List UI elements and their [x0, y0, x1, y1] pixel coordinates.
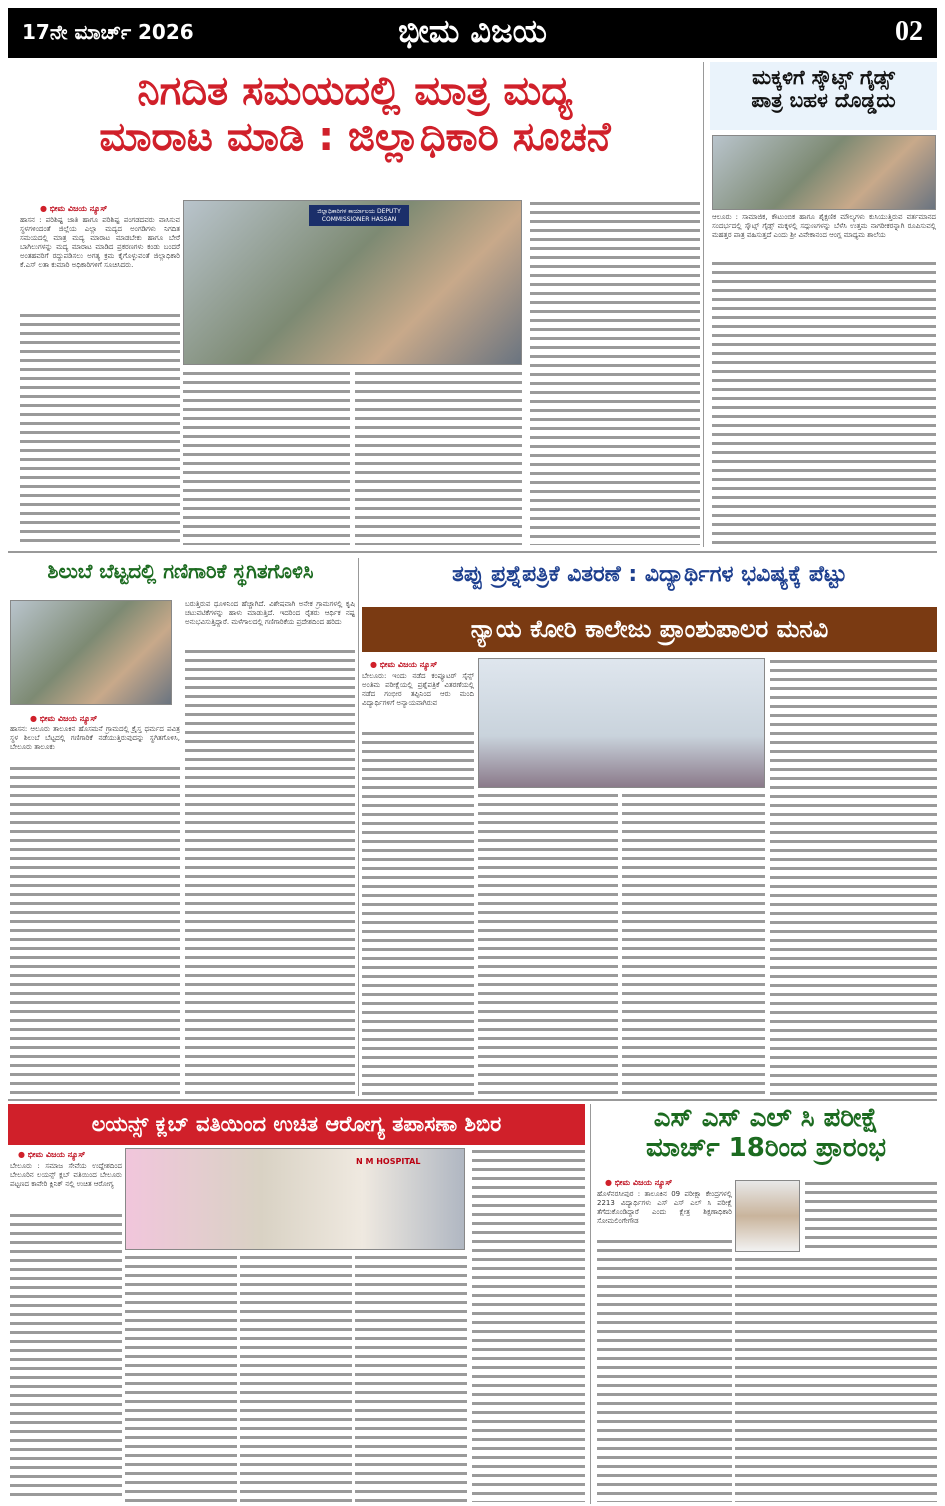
- sidebar-headline-line1: ಮಕ್ಕಳಿಗೆ ಸ್ಕೌಟ್ಸ್ ಗೈಡ್ಸ್: [752, 65, 895, 89]
- lions-byline: ● ಭೀಮ ವಿಜಯ ನ್ಯೂಸ್: [18, 1150, 85, 1160]
- lead-body-col3: [355, 370, 522, 545]
- lions-body-col4: [355, 1254, 467, 1502]
- lead-byline: ● ಭೀಮ ವಿಜಯ ನ್ಯೂಸ್: [40, 204, 107, 214]
- sslc-body-col2-top: [805, 1180, 937, 1252]
- sidebar-headline: [710, 62, 937, 130]
- mining-body-col2: [185, 648, 355, 1095]
- exam-headline: ತಪ್ಪು ಪ್ರಶ್ನೆಪತ್ರಿಕೆ ವಿತರಣೆ : ವಿದ್ಯಾರ್ಥಿಗಳ ಭವಿಷ್ಯಕ್ಕೆ ಪೆಟ್ಟು: [452, 562, 847, 587]
- mining-headline: ಶಿಲುಬೆ ಬೆಟ್ಟದಲ್ಲಿ ಗಣಿಗಾರಿಕೆ ಸ್ಥಗಿತಗೊಳಿಸಿ: [47, 559, 314, 583]
- lead-headline-line2: ಮಾರಾಟ ಮಾಡಿ : ಜಿಲ್ಲಾಧಿಕಾರಿ ಸೂಚನೆ: [99, 114, 611, 160]
- sslc-body-col1: [597, 1238, 732, 1502]
- sslc-headline-line1: ಎಸ್ ಎಸ್ ಎಲ್ ಸಿ ಪರೀಕ್ಷೆ: [653, 1103, 879, 1133]
- masthead: [8, 8, 937, 58]
- lions-opening: ಬೇಲೂರು : ಸಮಾಜ ಸೇವೆಯ ಉದ್ದೇಶದಿಂದ ಬೇಲೂರಿನ ಲಯನ್ಸ್ ಕ್ಲಬ್ ವತಿಯಿಂದ ಬೇಲೂರು ಪಟ್ಟಣದ ಕಾವೇರಿ ಕ್ಲಿನಿಕ್ ನಲ್ಲಿ ಉಚಿತ ಆರೋಗ್ಯ: [10, 1162, 122, 1188]
- exam-body-col4: [770, 658, 937, 1095]
- divider: [358, 558, 359, 1096]
- exam-photo: [478, 658, 765, 788]
- page-number: 02: [895, 16, 923, 47]
- sslc-body-col2: [735, 1256, 937, 1502]
- divider: [590, 1104, 591, 1504]
- photo-sign: N M HOSPITAL: [356, 1157, 421, 1166]
- exam-body-col3: [622, 792, 765, 1095]
- sslc-headline: [595, 1104, 937, 1164]
- sslc-headline-line2: ಮಾರ್ಚ್ 18ರಿಂದ ಪ್ರಾರಂಭ: [646, 1132, 886, 1163]
- newspaper-logo: ಭೀಮ ವಿಜಯ: [398, 12, 547, 50]
- mining-body-col1: [10, 765, 180, 1095]
- exam-body-col2: [478, 792, 618, 1095]
- mining-byline: ● ಭೀಮ ವಿಜಯ ನ್ಯೂಸ್: [30, 714, 97, 724]
- section-divider: [8, 551, 937, 553]
- lions-body-col3: [240, 1254, 352, 1502]
- lead-body-col4: [530, 200, 700, 545]
- lead-photo: [183, 200, 522, 365]
- lead-body-col2: [183, 370, 350, 545]
- lions-body-col5: [472, 1148, 585, 1502]
- mining-col2-opening: ಬರುತ್ತಿರುವ ಧೂಳಿನಿಂದ ಹೆಚ್ಚಾಗಿದೆ. ವಿಶೇಷವಾಗಿ ಅನೇಕ ಗ್ರಾಮಗಳಲ್ಲಿ ಕೃಷಿ ಚಟುವಟಿಕೆಗಳನ್ನು ಹಾಳು ಮಾಡುತ್ತಿದೆ. ಇದರಿಂದ ರೈತರು ಆರ್ಥಿಕ ನಷ್ಟ ಅನುಭವಿಸುತ್ತಿದ್ದಾರೆ. ಮಳೆಗಾಲದಲ್ಲಿ ಗಣಿಗಾರಿಕೆಯ ಪ್ರದೇಶದಿಂದ ಹರಿದು: [185, 600, 355, 626]
- sslc-photo: [735, 1180, 800, 1252]
- lions-headline: ಲಯನ್ಸ್ ಕ್ಲಬ್ ವತಿಯಿಂದ ಉಚಿತ ಆರೋಗ್ಯ ತಪಾಸಣಾ ಶಿಬಿರ: [8, 1104, 585, 1145]
- sslc-byline: ● ಭೀಮ ವಿಜಯ ನ್ಯೂಸ್: [605, 1178, 672, 1188]
- lead-headline-line1: ನಿಗದಿತ ಸಮಯದಲ್ಲಿ ಮಾತ್ರ ಮದ್ಯ: [137, 68, 573, 114]
- exam-body-col1: [362, 730, 474, 1095]
- lions-body-col1: [10, 1212, 122, 1502]
- sidebar-opening: ಆಲೂರು : ಸಾಮಾಜಿಕ, ಕೌಟುಂಬಿಕ ಹಾಗೂ ಶೈಕ್ಷಣಿಕ ಮೌಲ್ಯಗಳು ಕುಸಿಯುತ್ತಿರುವ ವರ್ತಮಾನದ ಸಂದರ್ಭದಲ್ಲಿ ಸ್ಕೌಟ್ಸ್ ಗೈಡ್ಸ್ ಮಕ್ಕಳಲ್ಲಿ ಸದ್ಗುಣಗಳನ್ನು ಬೆಳೆಸಿ ಉತ್ತಮ ನಾಗರೀಕರನ್ನಾಗಿ ರೂಪಿಸುವಲ್ಲಿ ಮಹತ್ತರ ಪಾತ್ರ ವಹಿಸುತ್ತದೆ ಎಂದು ಶ್ರೀ ವಿವೇಕಾನಂದ ಆಂಗ್ಲ ಮಾಧ್ಯಮ ಶಾಲೆಯ: [712, 213, 936, 239]
- section-divider: [8, 1099, 937, 1101]
- exam-opening: ಬೇಲೂರು: ಇಂದು ನಡೆದ ಕಂಪ್ಯೂಟರ್ ಸೈನ್ಸ್ ಅಂತಿಮ ಪರೀಕ್ಷೆಯಲ್ಲಿ ಪ್ರಶ್ನೆಪತ್ರಿಕೆ ವಿತರಣೆಯಲ್ಲಿ ನಡೆದ ಗಂಭೀರ ತಪ್ಪಿನಿಂದ ಆರು ಮಂದಿ ವಿದ್ಯಾರ್ಥಿಗಳಿಗೆ ಅನ್ಯಾಯವಾಗಿರುವ: [362, 672, 474, 707]
- sidebar-headline-line2: ಪಾತ್ರ ಬಹಳ ದೊಡ್ಡದು: [751, 88, 896, 112]
- mining-opening: ಹಾಸನ: ಆಲೂರು ತಾಲೂಕಿನ ಹೊಸಮನೆ ಗ್ರಾಮದಲ್ಲಿ ಕ್ರೈಸ್ತ ಧರ್ಮದ ಪವಿತ್ರ ಸ್ಥಳ ಶಿಲುಬೆ ಬೆಟ್ಟದಲ್ಲಿ ಗಣಿಗಾರಿಕೆ ನಡೆಯುತ್ತಿರುವುದನ್ನು ಸ್ಥಗಿತಗೊಳಿಸಿ, ಬೇಲೂರು ತಾಲೂಕು: [10, 725, 180, 751]
- lions-body-col2: [125, 1254, 237, 1502]
- photo-sign: ಜಿಲ್ಲಾಧಿಕಾರಿಗಳ ಕಾರ್ಯಾಲಯ DEPUTY COMMISSIONER HASSAN: [309, 205, 409, 226]
- lead-headline: [10, 68, 700, 160]
- exam-byline: ● ಭೀಮ ವಿಜಯ ನ್ಯೂಸ್: [370, 660, 437, 670]
- sidebar-body: [712, 260, 936, 545]
- sslc-opening: ಹೊಳೆನರಸೀಪುರ : ತಾಲೂಕಿನ 09 ಪರೀಕ್ಷಾ ಕೇಂದ್ರಗಳಲ್ಲಿ 2213 ವಿದ್ಯಾರ್ಥಿಗಳು ಎಸ್ ಎಸ್ ಎಲ್ ಸಿ ಪರೀಕ್ಷೆ ತೆಗೆದುಕೊಂಡಿದ್ದಾರೆ ಎಂದು ಕ್ಷೇತ್ರ ಶಿಕ್ಷಣಾಧಿಕಾರಿ ಸೋಮಲಿಂಗೇಗೌಡ: [597, 1190, 732, 1225]
- divider: [703, 62, 704, 547]
- lions-photo: [125, 1148, 465, 1250]
- exam-subhead: ನ್ಯಾಯ ಕೋರಿ ಕಾಲೇಜು ಪ್ರಾಂಶುಪಾಲರ ಮನವಿ: [362, 607, 937, 652]
- sidebar-photo: [712, 135, 936, 210]
- lead-body-col1: [20, 312, 180, 544]
- issue-date: 17ನೇ ಮಾರ್ಚ್ 2026: [22, 20, 194, 44]
- lead-opening: ಹಾಸನ : ಪರಿಶಿಷ್ಟ ಜಾತಿ ಹಾಗೂ ಪರಿಶಿಷ್ಟ ಪಂಗಡದವರು ವಾಸಿಸುವ ಸ್ಥಳಗಳಿಂದಂತೆ ಜಿಲ್ಲೆಯ ಎಲ್ಲಾ ಮದ್ಯದ ಅಂಗಡಿಗಳು ನಿಗದಿತ ಸಮಯದಲ್ಲಿ ಮಾತ್ರ ಮದ್ಯ ಮಾರಾಟ ಮಾಡಬೇಕು ಹಾಗೂ ಬೇರೆ ಬಾಗಿಲುಗಳನ್ನು ಮದ್ಯ ಮಾರಾಟ ಮಾಡಿದ ಪ್ರಕರಣಗಳು ಕಂಡು ಬಂದರೆ ಅಂತಹವರಿಗೆ ರದ್ದುಪಡಿಸಲು ಅಗತ್ಯ ಕ್ರಮ ಕೈಗೊಳ್ಳುವಂತೆ ಜಿಲ್ಲಾಧಿಕಾರಿ ಕೆ.ಎಸ್ ಲತಾ ಕುಮಾರಿ ಅಧಿಕಾರಿಗಳಿಗೆ ಸೂಚಿಸಿದರು.: [20, 216, 180, 269]
- mining-photo: [10, 600, 172, 705]
